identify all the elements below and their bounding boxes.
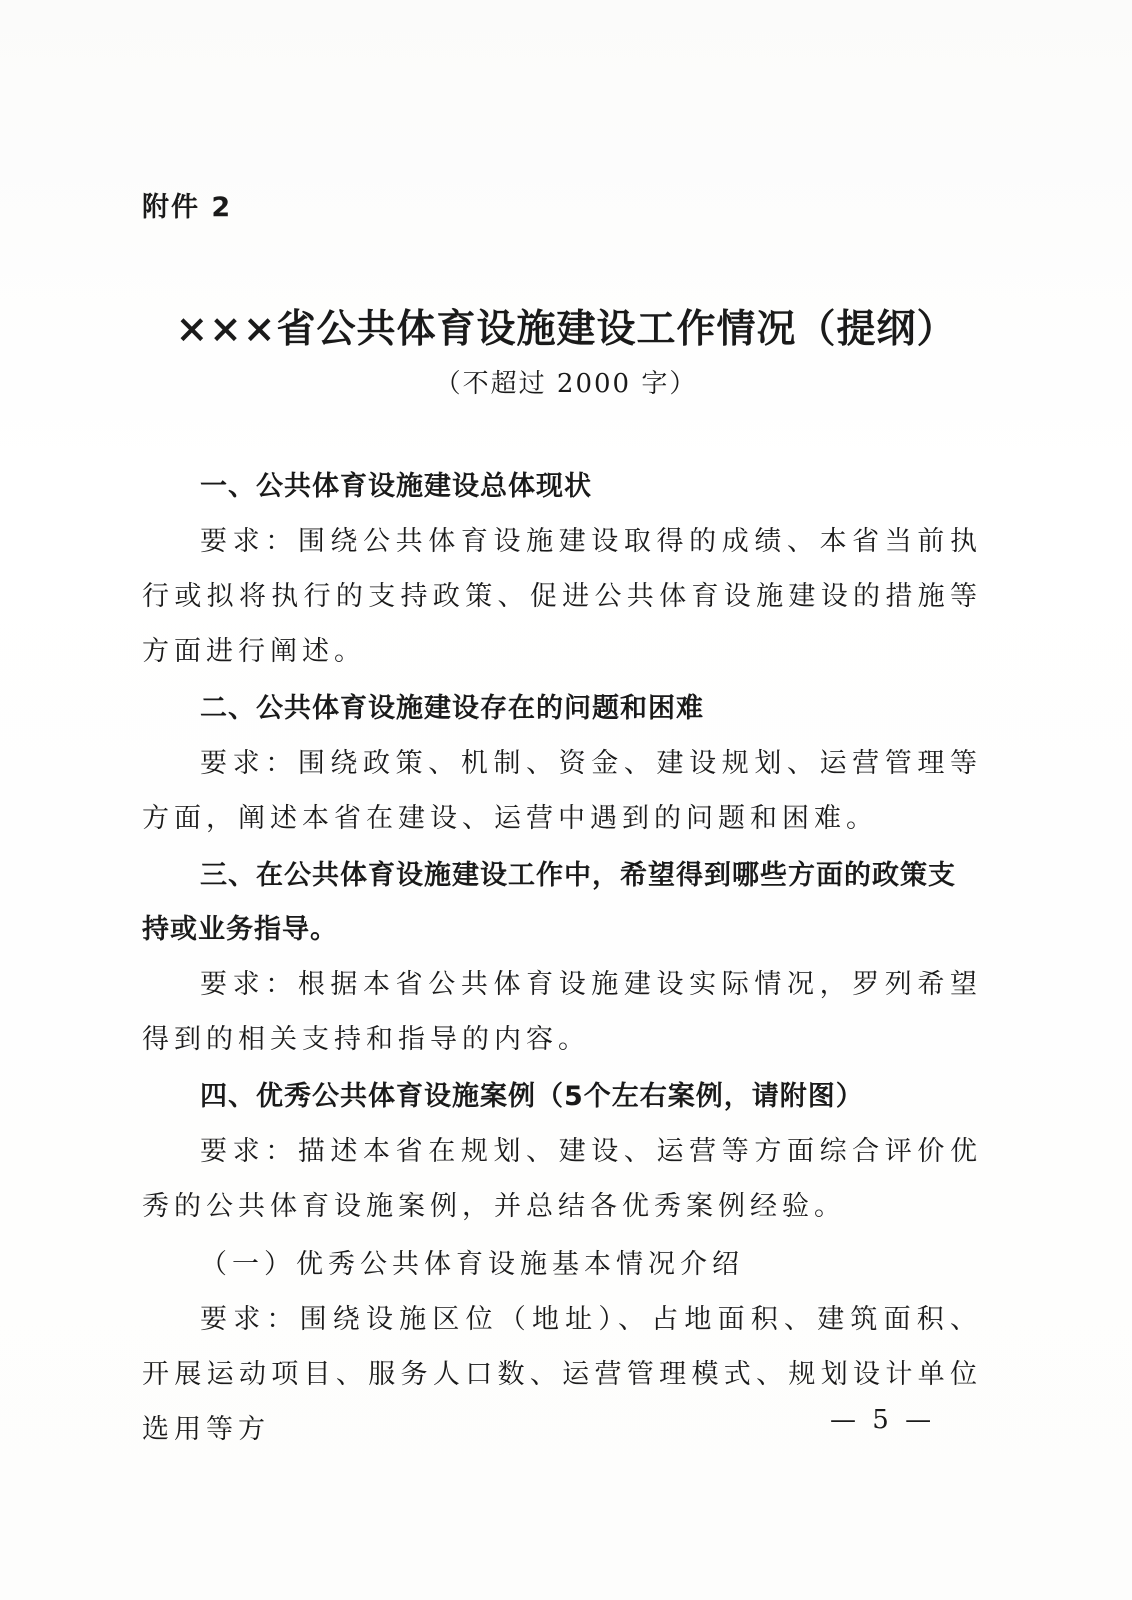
section-4-heading: 四、优秀公共体育设施案例（5个左右案例，请附图） bbox=[200, 1081, 864, 1112]
section-3-text: 要求：根据本省公共体育设施建设实际情况，罗列希望得到的相关支持和指导的内容。 bbox=[142, 969, 982, 1055]
subsection-heading: （一）优秀公共体育设施基本情况介绍 bbox=[200, 1249, 744, 1280]
document-body bbox=[142, 460, 982, 1457]
section-3-heading: 三、在公共体育设施建设工作中，希望得到哪些方面的政策支持或业务指导。 bbox=[142, 860, 956, 945]
section-2-text: 要求：围绕政策、机制、资金、建设规划、运营管理等方面，阐述本省在建设、运营中遇到的问题和困难。 bbox=[142, 748, 982, 834]
section-4-text: 要求：描述本省在规划、建设、运营等方面综合评价优秀的公共体育设施案例，并总结各优秀案例经验。 bbox=[142, 1136, 982, 1222]
page-number: — 5 — bbox=[830, 1405, 936, 1435]
attachment-label: 附件 2 bbox=[142, 192, 233, 223]
section-1-heading: 一、公共体育设施建设总体现状 bbox=[200, 471, 592, 502]
document-subtitle: （不超过 2000 字） bbox=[434, 369, 698, 399]
subsection-text: 要求：围绕设施区位（地址）、占地面积、建筑面积、开展运动项目、服务人口数、运营管理模式、规划设计单位选用等方 bbox=[142, 1304, 982, 1445]
section-2-heading: 二、公共体育设施建设存在的问题和困难 bbox=[200, 693, 704, 724]
document-title: ×××省公共体育设施建设工作情况（提纲） bbox=[175, 306, 957, 352]
section-1-text: 要求：围绕公共体育设施建设取得的成绩、本省当前执行或拟将执行的支持政策、促进公共体育设施建设的措施等方面进行阐述。 bbox=[142, 526, 982, 667]
